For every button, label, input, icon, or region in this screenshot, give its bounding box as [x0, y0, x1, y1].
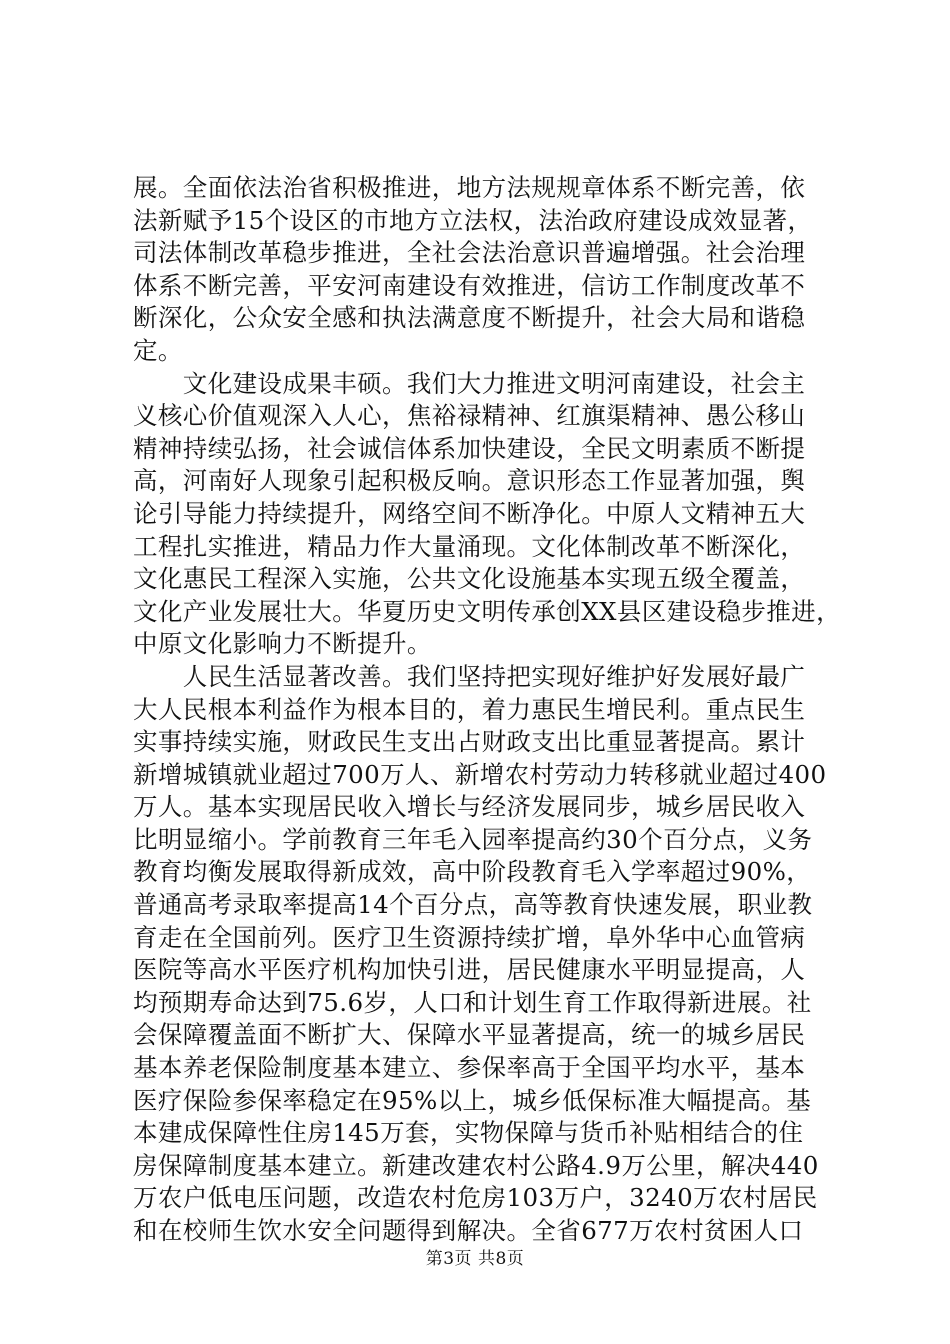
text-line: 万人。基本实现居民收入增长与经济发展同步，城乡居民收入: [133, 792, 806, 822]
text-line: 普通高考录取率提高14个百分点，高等教育快速发展，职业教: [133, 890, 813, 920]
paragraph-start-livelihood: 人民生活显著改善。我们坚持把实现好维护好发展好最广: [133, 661, 806, 691]
text-line: 新增城镇就业超过700万人、新增农村劳动力转移就业超过400: [133, 759, 827, 789]
text-line: 万农户低电压问题，改造农村危房103万户，3240万农村居民: [133, 1183, 818, 1213]
text-line: 和在校师生饮水安全问题得到解决。全省677万农村贫困人口: [133, 1216, 804, 1245]
text-line: 文化产业发展壮大。华夏历史文明传承创XX县区建设稳步推进，: [133, 596, 841, 626]
text-line: 大人民根本利益作为根本目的，着力惠民生增民利。重点民生: [133, 694, 806, 724]
text-line: 断深化，公众安全感和执法满意度不断提升，社会大局和谐稳: [133, 303, 806, 333]
text-line: 教育均衡发展取得新成效，高中阶段教育毛入学率超过90%，: [133, 857, 812, 887]
text-line: 会保障覆盖面不断扩大、保障水平显著提高，统一的城乡居民: [133, 1020, 806, 1050]
text-line: 司法体制改革稳步推进，全社会法治意识普遍增强。社会治理: [133, 238, 806, 268]
text-line: 基本养老保险制度基本建立、参保率高于全国平均水平，基本: [133, 1053, 806, 1083]
text-line: 工程扎实推进，精品力作大量涌现。文化体制改革不断深化，: [133, 531, 806, 561]
page-footer: 第3页 共8页: [425, 1249, 525, 1269]
text-line: 比明显缩小。学前教育三年毛入园率提高约30个百分点，义务: [133, 824, 813, 854]
text-line: 体系不断完善，平安河南建设有效推进，信访工作制度改革不: [133, 270, 806, 300]
text-line: 定。: [133, 335, 183, 365]
text-line: 中原文化影响力不断提升。: [133, 629, 432, 659]
text-line: 医院等高水平医疗机构加快引进，居民健康水平明显提高，人: [133, 955, 806, 985]
text-line: 高，河南好人现象引起积极反响。意识形态工作显著加强，舆: [133, 466, 806, 496]
text-line: 育走在全国前列。医疗卫生资源持续扩增，阜外华中心血管病: [133, 922, 806, 952]
text-line: 法新赋予15个设区的市地方立法权，法治政府建设成效显著，: [133, 205, 813, 235]
text-line: 展。全面依法治省积极推进，地方法规规章体系不断完善，依: [133, 173, 806, 202]
paragraph-start-culture: 文化建设成果丰硕。我们大力推进文明河南建设，社会主: [133, 368, 806, 398]
text-line: 房保障制度基本建立。新建改建农村公路4.9万公里，解决440: [133, 1150, 819, 1180]
text-line: 本建成保障性住房145万套，实物保障与货币补贴相结合的住: [133, 1118, 804, 1148]
text-line: 实事持续实施，财政民生支出占财政支出比重显著提高。累计: [133, 727, 806, 757]
text-line: 文化惠民工程深入实施，公共文化设施基本实现五级全覆盖，: [133, 564, 806, 594]
text-line: 论引导能力持续提升，网络空间不断净化。中原人文精神五大: [133, 498, 806, 528]
text-line: 医疗保险参保率稳定在95%以上，城乡低保标准大幅提高。基: [133, 1085, 812, 1115]
text-line: 精神持续弘扬，社会诚信体系加快建设，全民文明素质不断提: [133, 433, 806, 463]
document-body: [133, 172, 841, 1248]
text-line: 均预期寿命达到75.6岁，人口和计划生育工作取得新进展。社: [133, 987, 812, 1017]
text-line: 义核心价值观深入人心，焦裕禄精神、红旗渠精神、愚公移山: [133, 401, 806, 431]
